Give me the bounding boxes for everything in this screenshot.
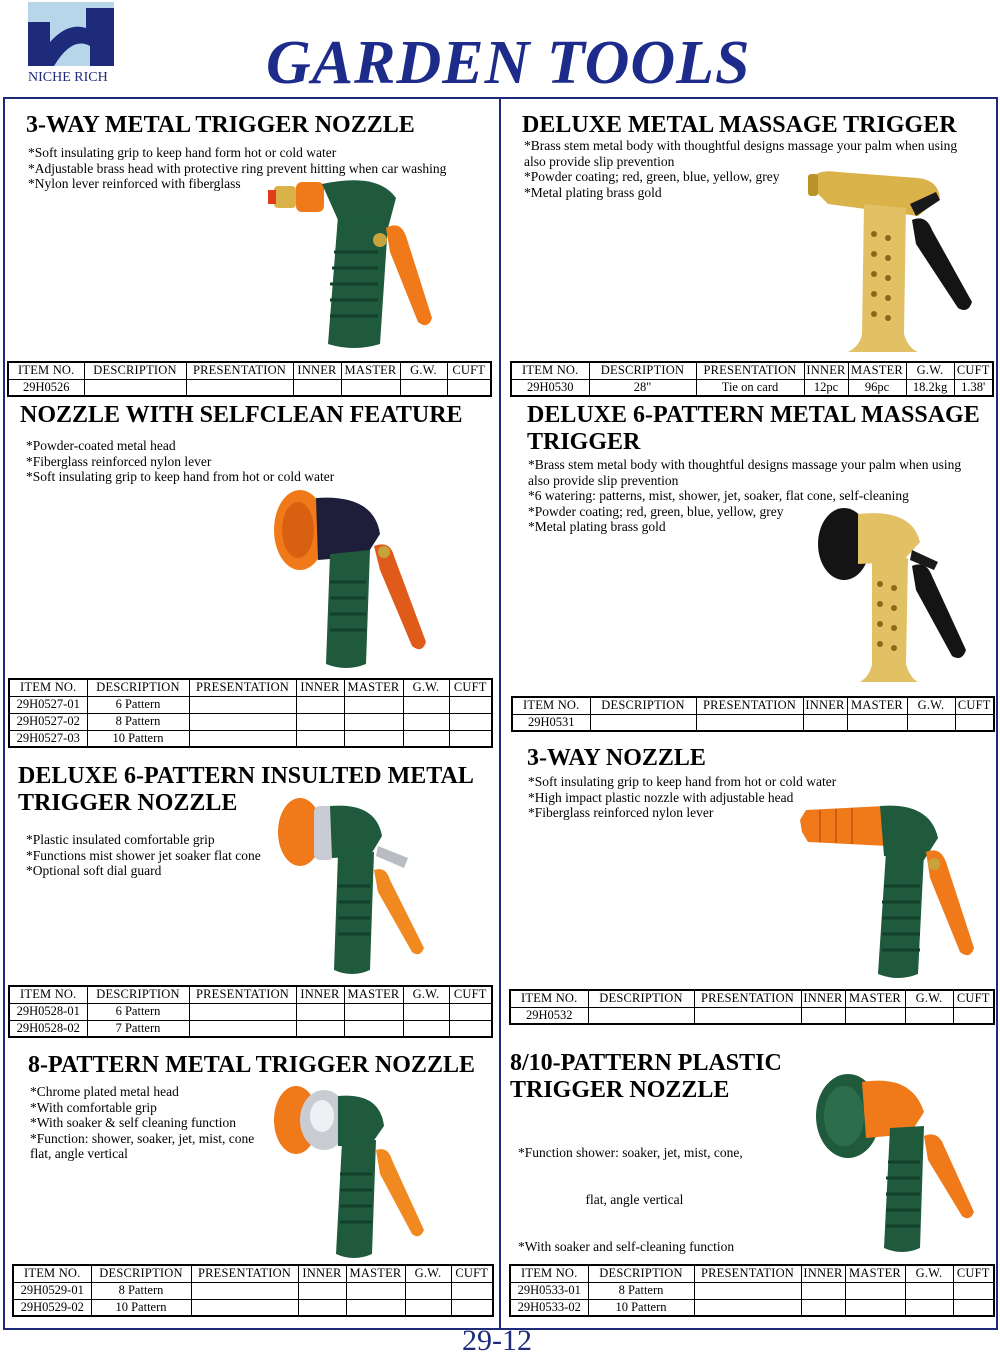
page-number: 29-12 [462,1324,532,1354]
cell [189,1003,296,1020]
title-line: DELUXE 6-PATTERN INSULTED METAL [18,763,474,789]
header-gw: G.W. [403,986,449,1003]
cell [801,1282,845,1299]
table-row [512,714,994,731]
cell: 29H0529-02 [13,1299,91,1316]
header-master: MASTER [346,1265,405,1282]
header-master: MASTER [344,679,403,696]
product-photo [808,164,976,356]
header-cuft: CUFT [953,990,994,1007]
product-features [26,438,334,485]
header-description: DESCRIPTION [87,986,189,1003]
feature-line: *Metal plating brass gold [528,519,666,535]
cell: 29H0527-01 [9,696,87,713]
niche-rich-logo-icon [28,2,114,66]
feature-line: *Function: shower, soaker, jet, mist, cone [30,1130,255,1146]
header-cuft: CUFT [451,1265,493,1282]
product-features [26,832,261,879]
spec-table [8,985,493,1038]
feature-line: *6 watering: patterns, mist, shower, jet, soaker, flat cone, self-cleaning [528,488,909,504]
cell [449,1020,492,1037]
cell: 96pc [848,379,906,396]
header-item-no: ITEM NO. [8,362,84,379]
cell [694,1299,801,1316]
table-header-row [511,362,993,379]
cell: 29H0526 [8,379,84,396]
cell [189,713,296,730]
header-item-no: ITEM NO. [511,362,589,379]
cell [344,696,403,713]
cell [590,714,696,731]
feature-line: *Functions mist shower jet soaker flat cone [26,847,261,863]
cell [694,1282,801,1299]
cell [403,1020,449,1037]
spec-table [511,696,995,732]
header-presentation: PRESENTATION [186,362,293,379]
header-inner: INNER [298,1265,346,1282]
header-inner: INNER [801,1265,845,1282]
cell [403,1003,449,1020]
massage-trigger-icon [816,504,970,686]
cell: 29H0527-02 [9,713,87,730]
title-line: TRIGGER NOZZLE [510,1077,730,1103]
header-gw: G.W. [405,1265,451,1282]
header-item-no: ITEM NO. [9,679,87,696]
header-inner: INNER [296,679,344,696]
table-header-row [9,679,492,696]
table-row [13,1299,493,1316]
header-description: DESCRIPTION [588,1265,694,1282]
product-photo [272,1084,432,1260]
cell: Tie on card [696,379,804,396]
feature-line: *Fiberglass reinforced nylon lever [26,453,212,469]
cell [400,379,447,396]
header-gw: G.W. [905,990,953,1007]
title-line: TRIGGER [527,429,641,455]
feature-line: *Chrome plated metal head [30,1084,179,1099]
cell [296,1020,344,1037]
cell [191,1282,298,1299]
cell [845,1299,905,1316]
header-cuft: CUFT [447,362,491,379]
cell [449,696,492,713]
table-header-row [8,362,491,379]
cell [346,1299,405,1316]
feature-line: *Metal plating brass gold [524,184,662,200]
brand-name: NICHE RICH [28,70,108,85]
cell: 8 Pattern [588,1282,694,1299]
trigger-nozzle-icon [270,486,430,672]
cell [953,1007,994,1024]
feature-line: *Adjustable brass head with protective ring prevent hitting when car washing [28,160,447,176]
table-header-row [512,697,994,714]
header-presentation: PRESENTATION [696,362,804,379]
product-features [528,774,836,821]
cell: 18.2kg [906,379,954,396]
brand-logo [28,2,120,92]
product-photo [800,802,976,982]
feature-line: *Plastic insulated comfortable grip [26,832,215,847]
header-inner: INNER [296,986,344,1003]
header-gw: G.W. [905,1265,953,1282]
header-gw: G.W. [906,362,954,379]
cell [955,714,994,731]
header-cuft: CUFT [953,1265,994,1282]
cell: 28" [589,379,696,396]
feature-line: *Soft insulating grip to keep hand from hot or cold water [528,774,837,789]
header-inner: INNER [293,362,341,379]
table-header-row [510,1265,994,1282]
cell [298,1282,346,1299]
header-item-no: ITEM NO. [13,1265,91,1282]
cell [189,1020,296,1037]
cell: 6 Pattern [87,696,189,713]
cell: 8 Pattern [87,713,189,730]
header-description: DESCRIPTION [588,990,694,1007]
cell: 10 Pattern [91,1299,191,1316]
feature-line: *High impact plastic nozzle with adjustable head [528,789,794,805]
cell: 29H0528-01 [9,1003,87,1020]
product-title: DELUXE METAL MASSAGE TRIGGER [522,112,957,138]
cell: 29H0529-01 [13,1282,91,1299]
title-line: TRIGGER NOZZLE [18,790,238,816]
cell [905,1282,953,1299]
feature-line: *With comfortable grip [30,1099,157,1115]
cell [801,1007,845,1024]
trigger-nozzle-icon [272,1084,432,1260]
cell [694,1007,801,1024]
cell [344,1003,403,1020]
feature-line: *Powder coating; red, green, blue, yellow, grey [528,503,784,519]
header-inner: INNER [804,362,848,379]
cell: 29H0532 [510,1007,588,1024]
spec-table [7,361,492,397]
cell [449,730,492,747]
cell: 10 Pattern [588,1299,694,1316]
header-description: DESCRIPTION [590,697,696,714]
cell [803,714,847,731]
spec-table [509,1264,995,1317]
cell [298,1299,346,1316]
spec-table [12,1264,494,1317]
header-presentation: PRESENTATION [189,986,296,1003]
cell: 29H0530 [511,379,589,396]
cell [801,1299,845,1316]
feature-line: *Nylon lever reinforced with fiberglass [28,176,241,192]
header-cuft: CUFT [449,679,492,696]
table-header-row [9,986,492,1003]
feature-line: *With soaker and self-cleaning function [518,1238,735,1254]
cell [344,1020,403,1037]
cell [296,1003,344,1020]
header-presentation: PRESENTATION [189,679,296,696]
cell [588,1007,694,1024]
cell [696,714,803,731]
table-header-row [13,1265,493,1282]
table-row [510,1007,994,1024]
header-description: DESCRIPTION [589,362,696,379]
table-row [9,713,492,730]
feature-line: *Fiberglass reinforced nylon lever [528,805,714,821]
product-title: NOZZLE WITH SELFCLEAN FEATURE [20,402,463,428]
header-gw: G.W. [907,697,955,714]
table-row [511,379,993,396]
header-master: MASTER [848,362,906,379]
trigger-nozzle-icon [800,802,976,982]
cell [296,730,344,747]
cell [403,730,449,747]
header-master: MASTER [344,986,403,1003]
cell [186,379,293,396]
header-description: DESCRIPTION [91,1265,191,1282]
product-photo [270,486,430,672]
table-row [510,1282,994,1299]
feature-line: *Soft insulating grip to keep hand form hot or cold water [28,145,337,160]
cell: 1.38' [954,379,993,396]
product-title: 3-WAY METAL TRIGGER NOZZLE [26,112,415,138]
cell [449,713,492,730]
cell: 29H0531 [512,714,590,731]
header-gw: G.W. [400,362,447,379]
massage-trigger-icon [808,164,976,356]
title-line: DELUXE 6-PATTERN METAL MASSAGE [527,402,980,428]
header-master: MASTER [845,990,905,1007]
header-cuft: CUFT [954,362,993,379]
cell [405,1299,451,1316]
product-features [518,1114,743,1286]
cell [293,379,341,396]
table-row [8,379,491,396]
trigger-nozzle-icon [274,796,434,976]
cell: 29H0533-01 [510,1282,588,1299]
feature-line: *Soft insulating grip to keep hand from hot or cold water [26,469,335,485]
cell: 29H0528-02 [9,1020,87,1037]
table-row [9,1020,492,1037]
feature-line: also provide slip prevention [524,153,675,169]
cell [847,714,907,731]
product-photo [816,504,970,686]
title-line: 8/10-PATTERN PLASTIC [510,1050,782,1076]
cell [953,1282,994,1299]
feature-line: *Powder-coated metal head [26,438,176,453]
header-cuft: CUFT [449,986,492,1003]
cell [341,379,400,396]
cell [344,713,403,730]
cell: 8 Pattern [91,1282,191,1299]
product-features [30,1084,254,1162]
cell: 6 Pattern [87,1003,189,1020]
cell [296,713,344,730]
header-presentation: PRESENTATION [696,697,803,714]
product-title: 8-PATTERN METAL TRIGGER NOZZLE [28,1052,475,1078]
cell [451,1282,493,1299]
header-description: DESCRIPTION [87,679,189,696]
header-item-no: ITEM NO. [512,697,590,714]
trigger-nozzle-icon [812,1072,976,1256]
header-master: MASTER [847,697,907,714]
table-header-row [510,990,994,1007]
cell: 29H0527-03 [9,730,87,747]
cell [405,1282,451,1299]
cell [189,730,296,747]
header-inner: INNER [803,697,847,714]
spec-table [8,678,493,748]
header-item-no: ITEM NO. [9,986,87,1003]
header-gw: G.W. [403,679,449,696]
column-divider [499,97,501,1330]
feature-line: also provide slip prevention [528,472,679,488]
feature-line: *With soaker & self cleaning function [30,1115,237,1131]
cell [403,696,449,713]
cell [447,379,491,396]
cell [346,1282,405,1299]
cell: 12pc [804,379,848,396]
cell [84,379,186,396]
product-title [527,402,980,456]
header-presentation: PRESENTATION [191,1265,298,1282]
spec-table [509,989,995,1025]
cell [907,714,955,731]
cell [845,1282,905,1299]
table-row [9,730,492,747]
feature-line: flat, angle vertical [30,1146,128,1162]
cell [403,713,449,730]
header-item-no: ITEM NO. [510,1265,588,1282]
header-description: DESCRIPTION [84,362,186,379]
cell [905,1007,953,1024]
product-title [510,1050,782,1104]
cell [953,1299,994,1316]
cell [189,696,296,713]
feature-line: *Function shower: soaker, jet, mist, cone, [518,1145,743,1161]
header-master: MASTER [341,362,400,379]
cell: 7 Pattern [87,1020,189,1037]
product-title: 3-WAY NOZZLE [527,745,706,771]
page-title: GARDEN TOOLS [266,29,751,97]
header-master: MASTER [845,1265,905,1282]
spec-table [510,361,994,397]
table-row [13,1282,493,1299]
feature-line: *Optional soft dial guard [26,863,162,879]
feature-line: flat, angle vertical [518,1191,684,1207]
feature-line: *Brass stem metal body with thoughtful designs massage your palm when using [524,138,958,153]
feature-line: *Powder coating; red, green, blue, yellow, grey [524,169,780,185]
cell [296,696,344,713]
header-cuft: CUFT [955,697,994,714]
header-item-no: ITEM NO. [510,990,588,1007]
table-row [9,1003,492,1020]
header-presentation: PRESENTATION [694,990,801,1007]
product-photo [812,1072,976,1256]
product-photo [274,796,434,976]
header-presentation: PRESENTATION [694,1265,801,1282]
cell [845,1007,905,1024]
cell [191,1299,298,1316]
table-row [9,696,492,713]
cell: 10 Pattern [87,730,189,747]
header-inner: INNER [801,990,845,1007]
feature-line: *Brass stem metal body with thoughtful designs massage your palm when using [528,457,962,472]
cell [344,730,403,747]
table-row [510,1299,994,1316]
trigger-nozzle-icon [268,172,438,352]
cell [451,1299,493,1316]
cell [449,1003,492,1020]
product-photo [268,172,438,352]
cell: 29H0533-02 [510,1299,588,1316]
cell [905,1299,953,1316]
